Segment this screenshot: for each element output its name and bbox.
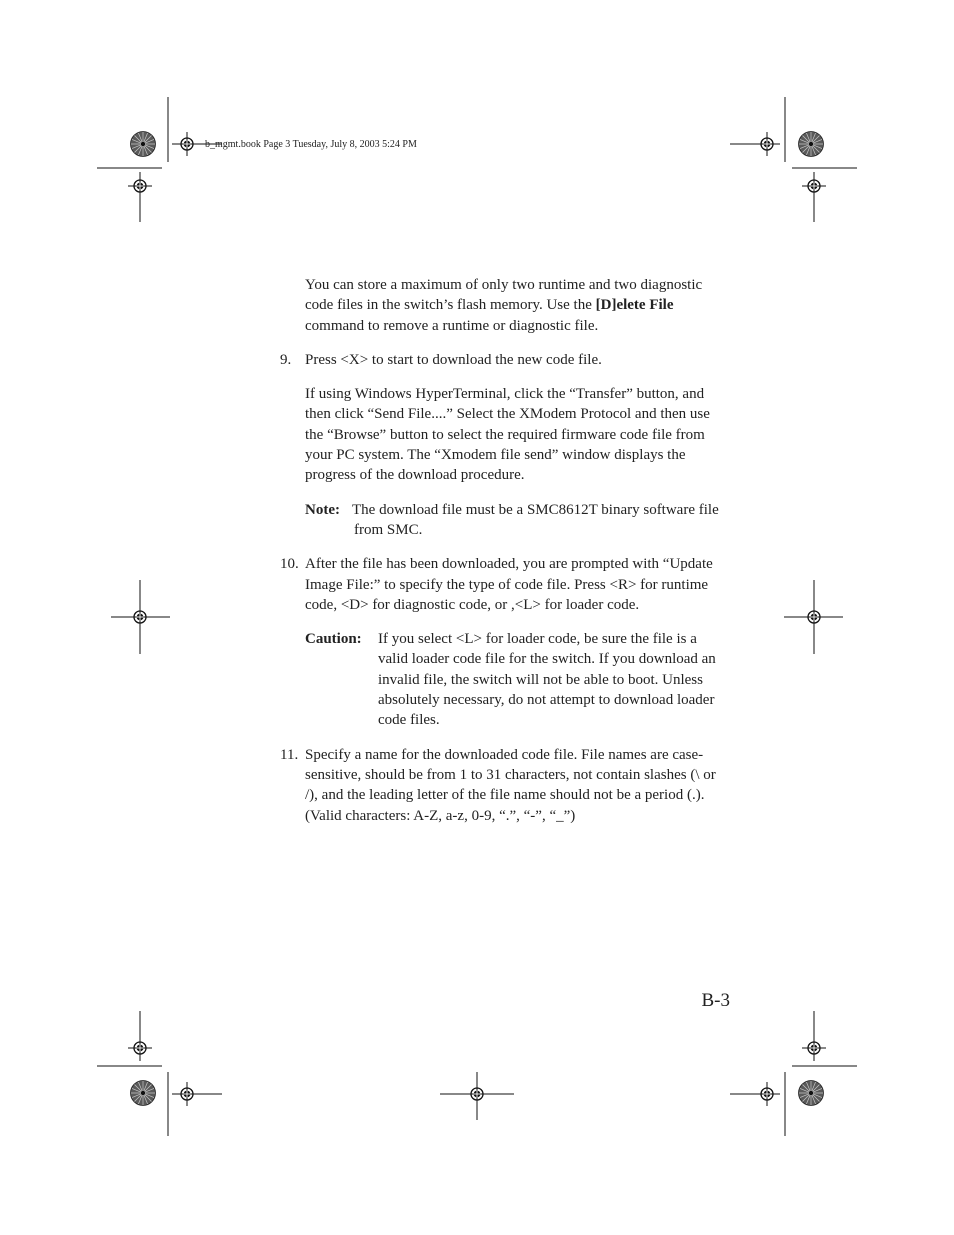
caution-block — [305, 629, 730, 730]
registration-mark-bottom-center — [465, 1082, 489, 1106]
registration-mark-top-left — [175, 132, 199, 156]
page-body — [280, 275, 730, 840]
registration-mark-right-bottom — [802, 1036, 826, 1060]
registration-mark-bottom-left — [175, 1082, 199, 1106]
step-text: After the file has been downloaded, you are prompted with “Update Image File:” to specify the type of code file. Press <R> for runtime code, <D> for diagnostic code, or ,<L> for loader code. — [305, 556, 713, 613]
note-text: The download file must be a SMC8612T binary software file from SMC. — [352, 501, 719, 538]
delete-file-command: [D]elete File — [595, 297, 674, 314]
step-9-detail: If using Windows HyperTerminal, click the “Transfer” button, and then click “Send File....” Select the XModem Protocol and then use the “Browse” button to select the required firmware code file from your PC system. The “Xmodem file send” window displays the progress of the download procedure. — [305, 386, 710, 484]
step-number: 11. — [280, 746, 299, 763]
registration-mark-middle-right — [802, 605, 826, 629]
caution-text: If you select <L> for loader code, be sure the file is a valid loader code file for the switch. If you download an invalid file, the switch will not be able to boot. Unless absolutely necessary, do not attempt to download loader code files. — [378, 631, 716, 729]
print-header: b_mgmt.book Page 3 Tuesday, July 8, 2003 5:24 PM — [205, 139, 417, 150]
starburst-mark-bottom-right — [799, 1081, 824, 1106]
registration-mark-right-top — [802, 174, 826, 198]
step-text: Press <X> to start to download the new code file. — [305, 351, 602, 368]
step-number: 9. — [280, 351, 292, 368]
intro-text-start: You can store a maximum of only two runtime and two diagnostic code files in the switch’s flash memory. Use the — [305, 277, 703, 314]
page-number: B-3 — [701, 990, 730, 1011]
starburst-mark-top-right — [799, 132, 824, 157]
step-10 — [280, 554, 730, 615]
registration-mark-bottom-right — [755, 1082, 779, 1106]
starburst-mark-bottom-left — [131, 1081, 156, 1106]
intro-text-end: command to remove a runtime or diagnostic file. — [305, 317, 599, 334]
intro-paragraph — [305, 275, 730, 336]
step-11 — [280, 745, 730, 826]
registration-mark-left-bottom — [128, 1036, 152, 1060]
registration-mark-middle-left — [128, 605, 152, 629]
step-text: Specify a name for the downloaded code file. File names are case-sensitive, should be from 1 to 31 characters, not contain slashes (\ or /), and the leading letter of the file name should not be a period (.). (Valid characters: A-Z, a-z, 0-9, “.”, “-”, “_”) — [305, 746, 716, 824]
starburst-mark-top-left — [131, 132, 156, 157]
caution-label: Caution: — [305, 631, 362, 648]
step-number: 10. — [280, 556, 299, 573]
step-9 — [280, 350, 730, 370]
registration-mark-left-top — [128, 174, 152, 198]
note-label: Note: — [305, 501, 340, 518]
note-block — [305, 500, 730, 541]
registration-mark-top-right — [755, 132, 779, 156]
